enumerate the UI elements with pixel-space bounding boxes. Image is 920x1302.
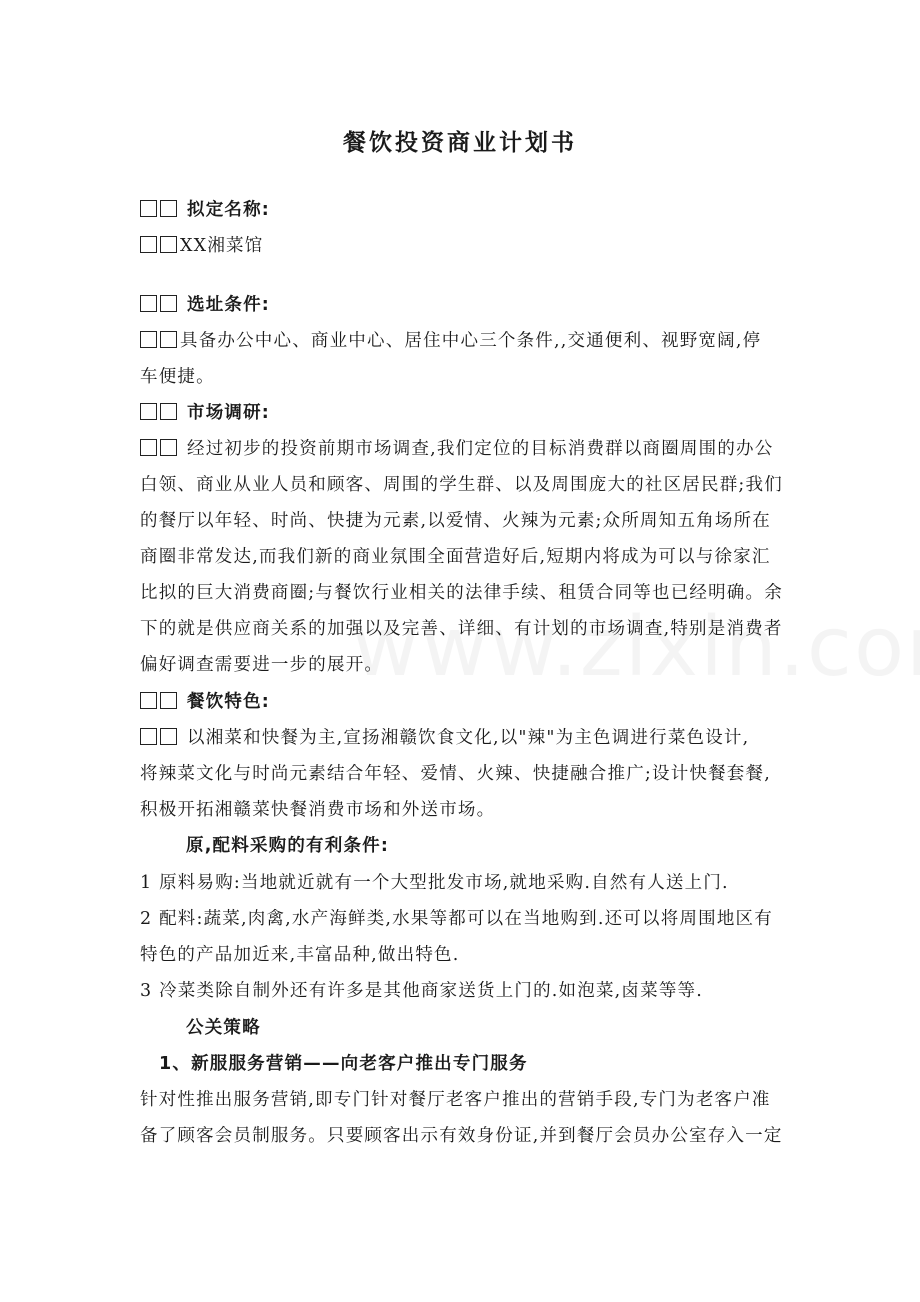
feature-line: 将辣菜文化与时尚元素结合年轻、爱情、火辣、快捷融合推广;设计快餐套餐, [140,764,771,784]
pr-line: 针对性推出服务营销,即专门针对餐厅老客户推出的营销手段,专门为老客户准 [140,1090,771,1110]
market-line: 经过初步的投资前期市场调查,我们定位的目标消费群以商圈周围的办公 [140,435,773,460]
feature-line: 以湘菜和快餐为主,宣扬湘赣饮食文化,以"辣"为主色调进行菜色设计, [140,724,749,749]
section-feature-heading: 餐饮特色: [140,688,270,713]
checkbox-icon [140,692,157,709]
market-line: 下的就是供应商关系的加强以及完善、详细、有计划的市场调查,特别是消费者 [140,619,783,639]
page-title: 餐饮投资商业计划书 [343,130,577,156]
checkbox-icon [140,200,157,217]
checkbox-icon [160,331,177,348]
pr-sub-heading: 1、新服服务营销——向老客户推出专门服务 [159,1054,528,1074]
materials-line: 2 配料:蔬菜,肉禽,水产海鲜类,水果等都可以在当地购到.还可以将周围地区有 [140,909,773,929]
market-line: 比拟的巨大消费商圈;与餐饮行业相关的法律手续、租赁合同等也已经明确。余 [140,583,783,603]
checkbox-icon [140,236,157,253]
checkbox-icon [160,403,177,420]
market-line: 的餐厅以年轻、时尚、快捷为元素,以爱情、火辣为元素;众所周知五角场所在 [140,511,771,531]
checkbox-icon [140,403,157,420]
materials-line: 1 原料易购:当地就近就有一个大型批发市场,就地采购.自然有人送上门. [140,873,729,893]
checkbox-icon [140,728,157,745]
materials-line: 特色的产品加近来,丰富品种,做出特色. [140,945,460,965]
checkbox-icon [160,728,177,745]
checkbox-icon [160,200,177,217]
section-pr-heading: 公关策略 [186,1018,261,1038]
materials-line: 3 冷菜类除自制外还有许多是其他商家送货上门的.如泡菜,卤菜等等. [140,981,703,1001]
feature-line: 积极开拓湘赣菜快餐消费市场和外送市场。 [140,800,496,820]
market-line: 商圈非常发达,而我们新的商业氛围全面营造好后,短期内将成为可以与徐家汇 [140,547,771,567]
section-materials-heading: 原,配料采购的有利条件: [186,836,390,856]
checkbox-icon [140,439,157,456]
checkbox-icon [160,692,177,709]
name-value: XX湘菜馆 [140,232,263,257]
section-site-heading: 选址条件: [140,291,270,316]
checkbox-icon [140,331,157,348]
checkbox-icon [160,295,177,312]
section-market-heading: 市场调研: [140,399,270,424]
site-line: 具备办公中心、商业中心、居住中心三个条件,,交通便利、视野宽阔,停 [140,327,761,352]
section-name-heading: 拟定名称: [140,196,270,221]
market-line: 偏好调查需要进一步的展开。 [140,655,384,675]
checkbox-icon [160,439,177,456]
checkbox-icon [140,295,157,312]
market-line: 白领、商业从业人员和顾客、周围的学生群、以及周围庞大的社区居民群;我们 [140,475,783,495]
checkbox-icon [160,236,177,253]
pr-line: 备了顾客会员制服务。只要顾客出示有效身份证,并到餐厅会员办公室存入一定 [140,1126,783,1146]
site-line: 车便捷。 [140,367,215,387]
